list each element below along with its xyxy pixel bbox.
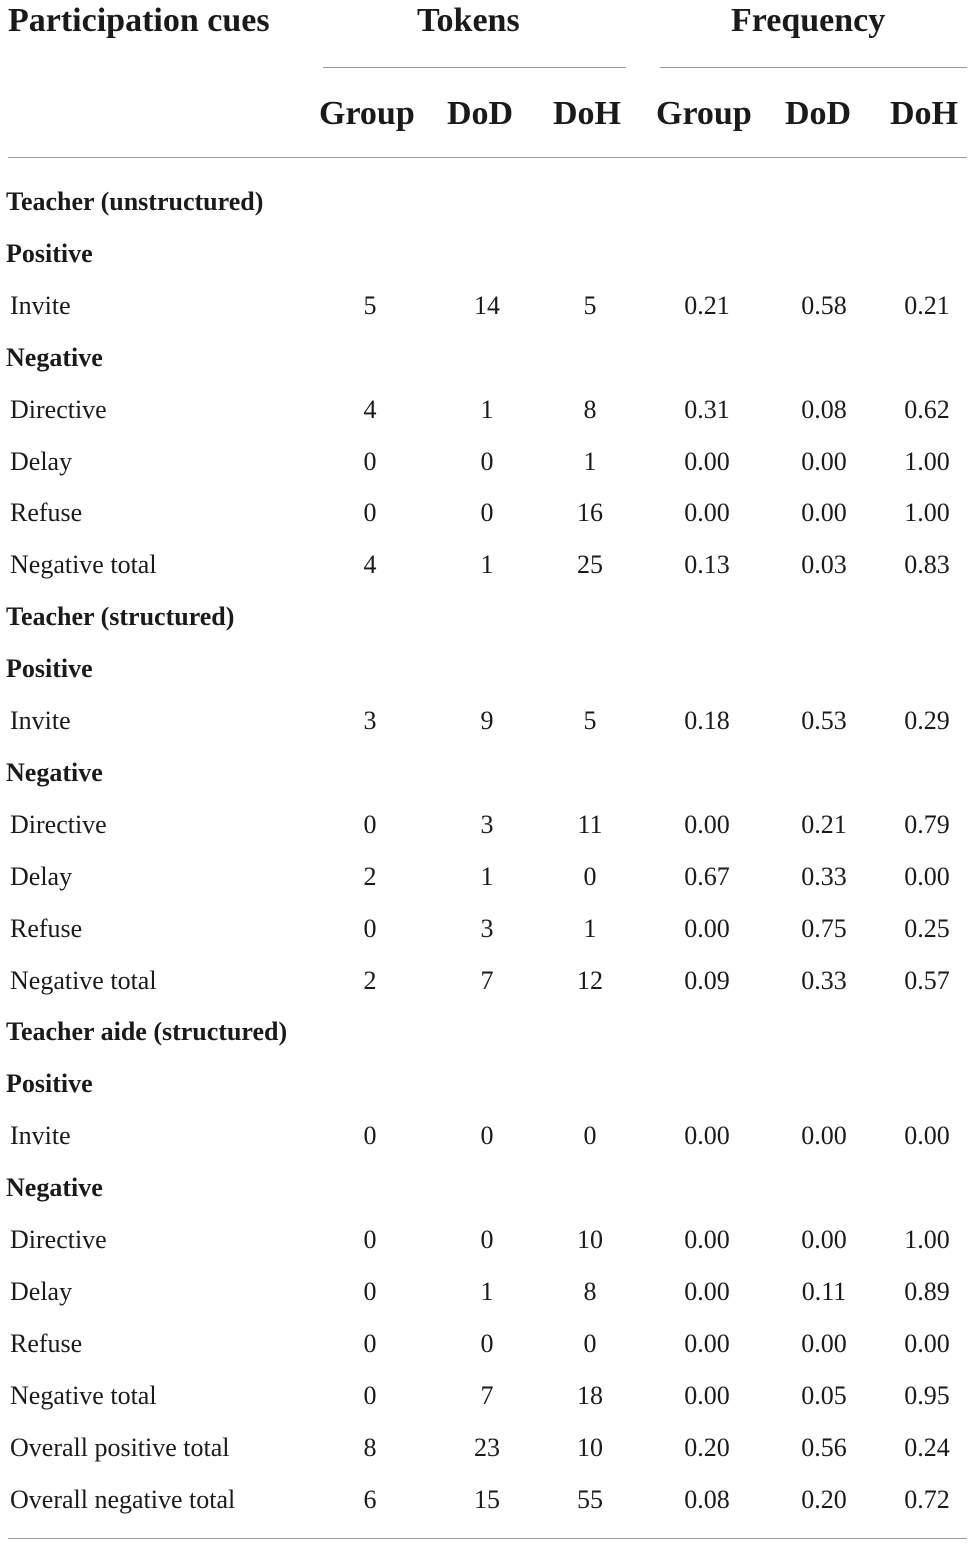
row-label: Refuse [10,1328,83,1358]
cell-freq-dod: 0.00 [801,498,847,528]
cell-freq-doh: 0.83 [904,550,950,580]
cell-tokens-doh: 10 [577,1432,603,1462]
subsection-heading-row [0,1162,972,1214]
cell-freq-dod: 0.56 [801,1432,847,1462]
cell-tokens-dod: 1 [480,550,494,580]
header-participation-cues: Participation cues [8,2,270,39]
cell-freq-doh: 0.29 [904,706,950,735]
row-label: Directive [10,809,107,839]
cell-freq-doh: 0.21 [904,290,950,320]
row-label: Positive [6,1069,93,1099]
table-row [0,539,972,591]
cell-freq-group: 0.08 [684,1484,730,1514]
row-label: Teacher (unstructured) [6,187,264,216]
cell-tokens-doh: 12 [577,965,603,995]
cell-tokens-group: 4 [363,550,377,580]
cell-tokens-doh: 5 [583,706,597,735]
header-bottom-rule [8,157,967,158]
row-label: Directive [10,394,107,424]
cell-freq-dod: 0.08 [801,394,847,424]
cell-freq-group: 0.00 [684,1121,730,1151]
cell-freq-group: 0.00 [684,1328,730,1358]
table-row [0,955,972,1007]
cell-tokens-group: 0 [363,809,377,839]
subsection-heading-row [0,332,972,384]
cell-freq-dod: 0.33 [801,861,847,891]
cell-freq-doh: 0.57 [904,965,950,995]
cell-tokens-doh: 8 [583,394,597,424]
cell-freq-dod: 0.00 [801,1121,847,1151]
section-heading-row [0,176,972,228]
cell-tokens-group: 4 [363,394,377,424]
cell-tokens-dod: 3 [480,913,494,943]
table-row [0,1422,972,1474]
cell-freq-doh: 0.00 [904,861,950,891]
cell-freq-group: 0.09 [684,965,730,995]
cell-tokens-group: 0 [363,1121,377,1151]
cell-freq-doh: 0.62 [904,394,950,424]
header-frequency-dod: DoD [785,95,852,132]
cell-freq-doh: 0.89 [904,1276,950,1306]
cell-freq-dod: 0.05 [801,1380,847,1410]
header-tokens-dod: DoD [447,95,514,132]
subsection-heading-row [0,643,972,695]
cell-tokens-dod: 9 [480,706,494,735]
cell-tokens-dod: 0 [480,1328,494,1358]
cell-freq-dod: 0.00 [801,1225,847,1254]
cell-tokens-doh: 55 [577,1484,603,1514]
cell-tokens-doh: 18 [577,1380,603,1410]
cell-freq-dod: 0.00 [801,446,847,476]
cell-freq-group: 0.00 [684,446,730,476]
cell-freq-group: 0.21 [684,290,730,320]
section-heading-row [0,1006,972,1058]
row-label: Positive [6,654,93,684]
cell-tokens-doh: 10 [577,1225,603,1254]
cell-tokens-dod: 1 [480,1276,494,1306]
cell-freq-doh: 0.79 [904,809,950,839]
table-row [0,1266,972,1318]
cell-freq-doh: 0.24 [904,1432,950,1462]
cell-freq-doh: 1.00 [904,446,950,476]
cell-tokens-dod: 1 [480,861,494,891]
cell-tokens-group: 2 [363,861,377,891]
header-frequency: Frequency [731,2,886,39]
cell-freq-dod: 0.33 [801,965,847,995]
cell-freq-dod: 0.21 [801,809,847,839]
cell-tokens-dod: 0 [480,1225,494,1254]
row-label: Delay [10,1276,73,1306]
table-row [0,1214,972,1266]
cell-tokens-dod: 7 [480,965,494,995]
cell-tokens-group: 5 [363,290,377,320]
cell-freq-doh: 0.25 [904,913,950,943]
cell-tokens-group: 2 [363,965,377,995]
cell-tokens-dod: 14 [474,290,500,320]
cell-freq-group: 0.13 [684,550,730,580]
cell-tokens-group: 6 [363,1484,377,1514]
table-row [0,851,972,903]
section-heading-row [0,591,972,643]
cell-freq-dod: 0.00 [801,1328,847,1358]
header-frequency-doh: DoH [890,95,958,132]
cell-freq-group: 0.00 [684,498,730,528]
cell-tokens-doh: 0 [583,1121,597,1151]
cell-freq-dod: 0.58 [801,290,847,320]
cell-tokens-doh: 5 [583,290,597,320]
table-row [0,1318,972,1370]
cell-freq-group: 0.00 [684,809,730,839]
row-label: Negative [6,757,103,787]
subsection-heading-row [0,747,972,799]
cell-freq-group: 0.00 [684,913,730,943]
cell-freq-doh: 0.95 [904,1380,950,1410]
cell-tokens-group: 8 [363,1432,377,1462]
cell-freq-dod: 0.20 [801,1484,847,1514]
subsection-heading-row [0,228,972,280]
cell-tokens-group: 0 [363,913,377,943]
cell-tokens-dod: 3 [480,809,494,839]
row-label: Negative [6,342,103,372]
cell-freq-doh: 0.00 [904,1328,950,1358]
cell-freq-doh: 0.00 [904,1121,950,1151]
cell-tokens-dod: 23 [474,1432,500,1462]
cell-tokens-dod: 0 [480,1121,494,1151]
cell-freq-group: 0.00 [684,1276,730,1306]
row-label: Teacher (structured) [6,602,235,632]
header-tokens-doh: DoH [553,95,621,132]
cell-tokens-group: 0 [363,498,377,528]
header-tokens-group: Group [319,95,415,132]
row-label: Invite [10,1121,71,1151]
row-label: Negative total [10,550,157,580]
cell-freq-group: 0.00 [684,1225,730,1254]
header-frequency-group: Group [656,95,752,132]
cell-freq-doh: 0.72 [904,1484,950,1514]
table-row [0,487,972,539]
cell-tokens-doh: 25 [577,550,603,580]
cell-freq-dod: 0.53 [801,706,847,735]
table-row [0,1370,972,1422]
table-row [0,384,972,436]
cell-tokens-group: 0 [363,1328,377,1358]
cell-tokens-dod: 7 [480,1380,494,1410]
cell-freq-group: 0.18 [684,706,730,735]
row-label: Overall negative total [10,1484,236,1514]
cell-freq-doh: 1.00 [904,1225,950,1254]
table-bottom-rule [8,1538,967,1539]
cell-tokens-doh: 0 [583,1328,597,1358]
table-row [0,799,972,851]
row-label: Overall positive total [10,1432,230,1462]
row-label: Invite [10,706,71,735]
cell-tokens-doh: 8 [583,1276,597,1306]
row-label: Directive [10,1225,107,1254]
cell-tokens-doh: 11 [577,809,603,839]
cell-tokens-dod: 0 [480,498,494,528]
cell-tokens-dod: 1 [480,394,494,424]
row-label: Negative total [10,1380,157,1410]
row-label: Teacher aide (structured) [6,1017,288,1047]
cell-freq-group: 0.20 [684,1432,730,1462]
table-row [0,280,972,332]
row-label: Refuse [10,913,83,943]
cell-tokens-group: 0 [363,1225,377,1254]
table-row [0,1474,972,1526]
tokens-group-rule [323,67,626,68]
cell-freq-doh: 1.00 [904,498,950,528]
table-row [0,695,972,747]
cell-freq-group: 0.31 [684,394,730,424]
cell-tokens-doh: 16 [577,498,603,528]
cell-tokens-group: 0 [363,1380,377,1410]
row-label: Negative [6,1173,103,1203]
row-label: Positive [6,238,93,268]
cell-tokens-doh: 1 [583,446,597,476]
header-tokens: Tokens [417,2,520,39]
table-row [0,1110,972,1162]
cell-tokens-group: 3 [363,706,377,735]
table-row [0,903,972,955]
cell-tokens-dod: 15 [474,1484,500,1514]
row-label: Refuse [10,498,83,528]
table-row [0,436,972,488]
cell-tokens-doh: 0 [583,861,597,891]
cell-tokens-group: 0 [363,1276,377,1306]
row-label: Negative total [10,965,157,995]
cell-tokens-group: 0 [363,446,377,476]
subsection-heading-row [0,1058,972,1110]
frequency-group-rule [660,67,967,68]
cell-freq-dod: 0.75 [801,913,847,943]
cell-freq-group: 0.00 [684,1380,730,1410]
cell-freq-group: 0.67 [684,861,730,891]
row-label: Delay [10,446,73,476]
row-label: Invite [10,290,71,320]
row-label: Delay [10,861,73,891]
cell-tokens-dod: 0 [480,446,494,476]
cell-tokens-doh: 1 [583,913,597,943]
cell-freq-dod: 0.11 [801,1276,847,1306]
cell-freq-dod: 0.03 [801,550,847,580]
